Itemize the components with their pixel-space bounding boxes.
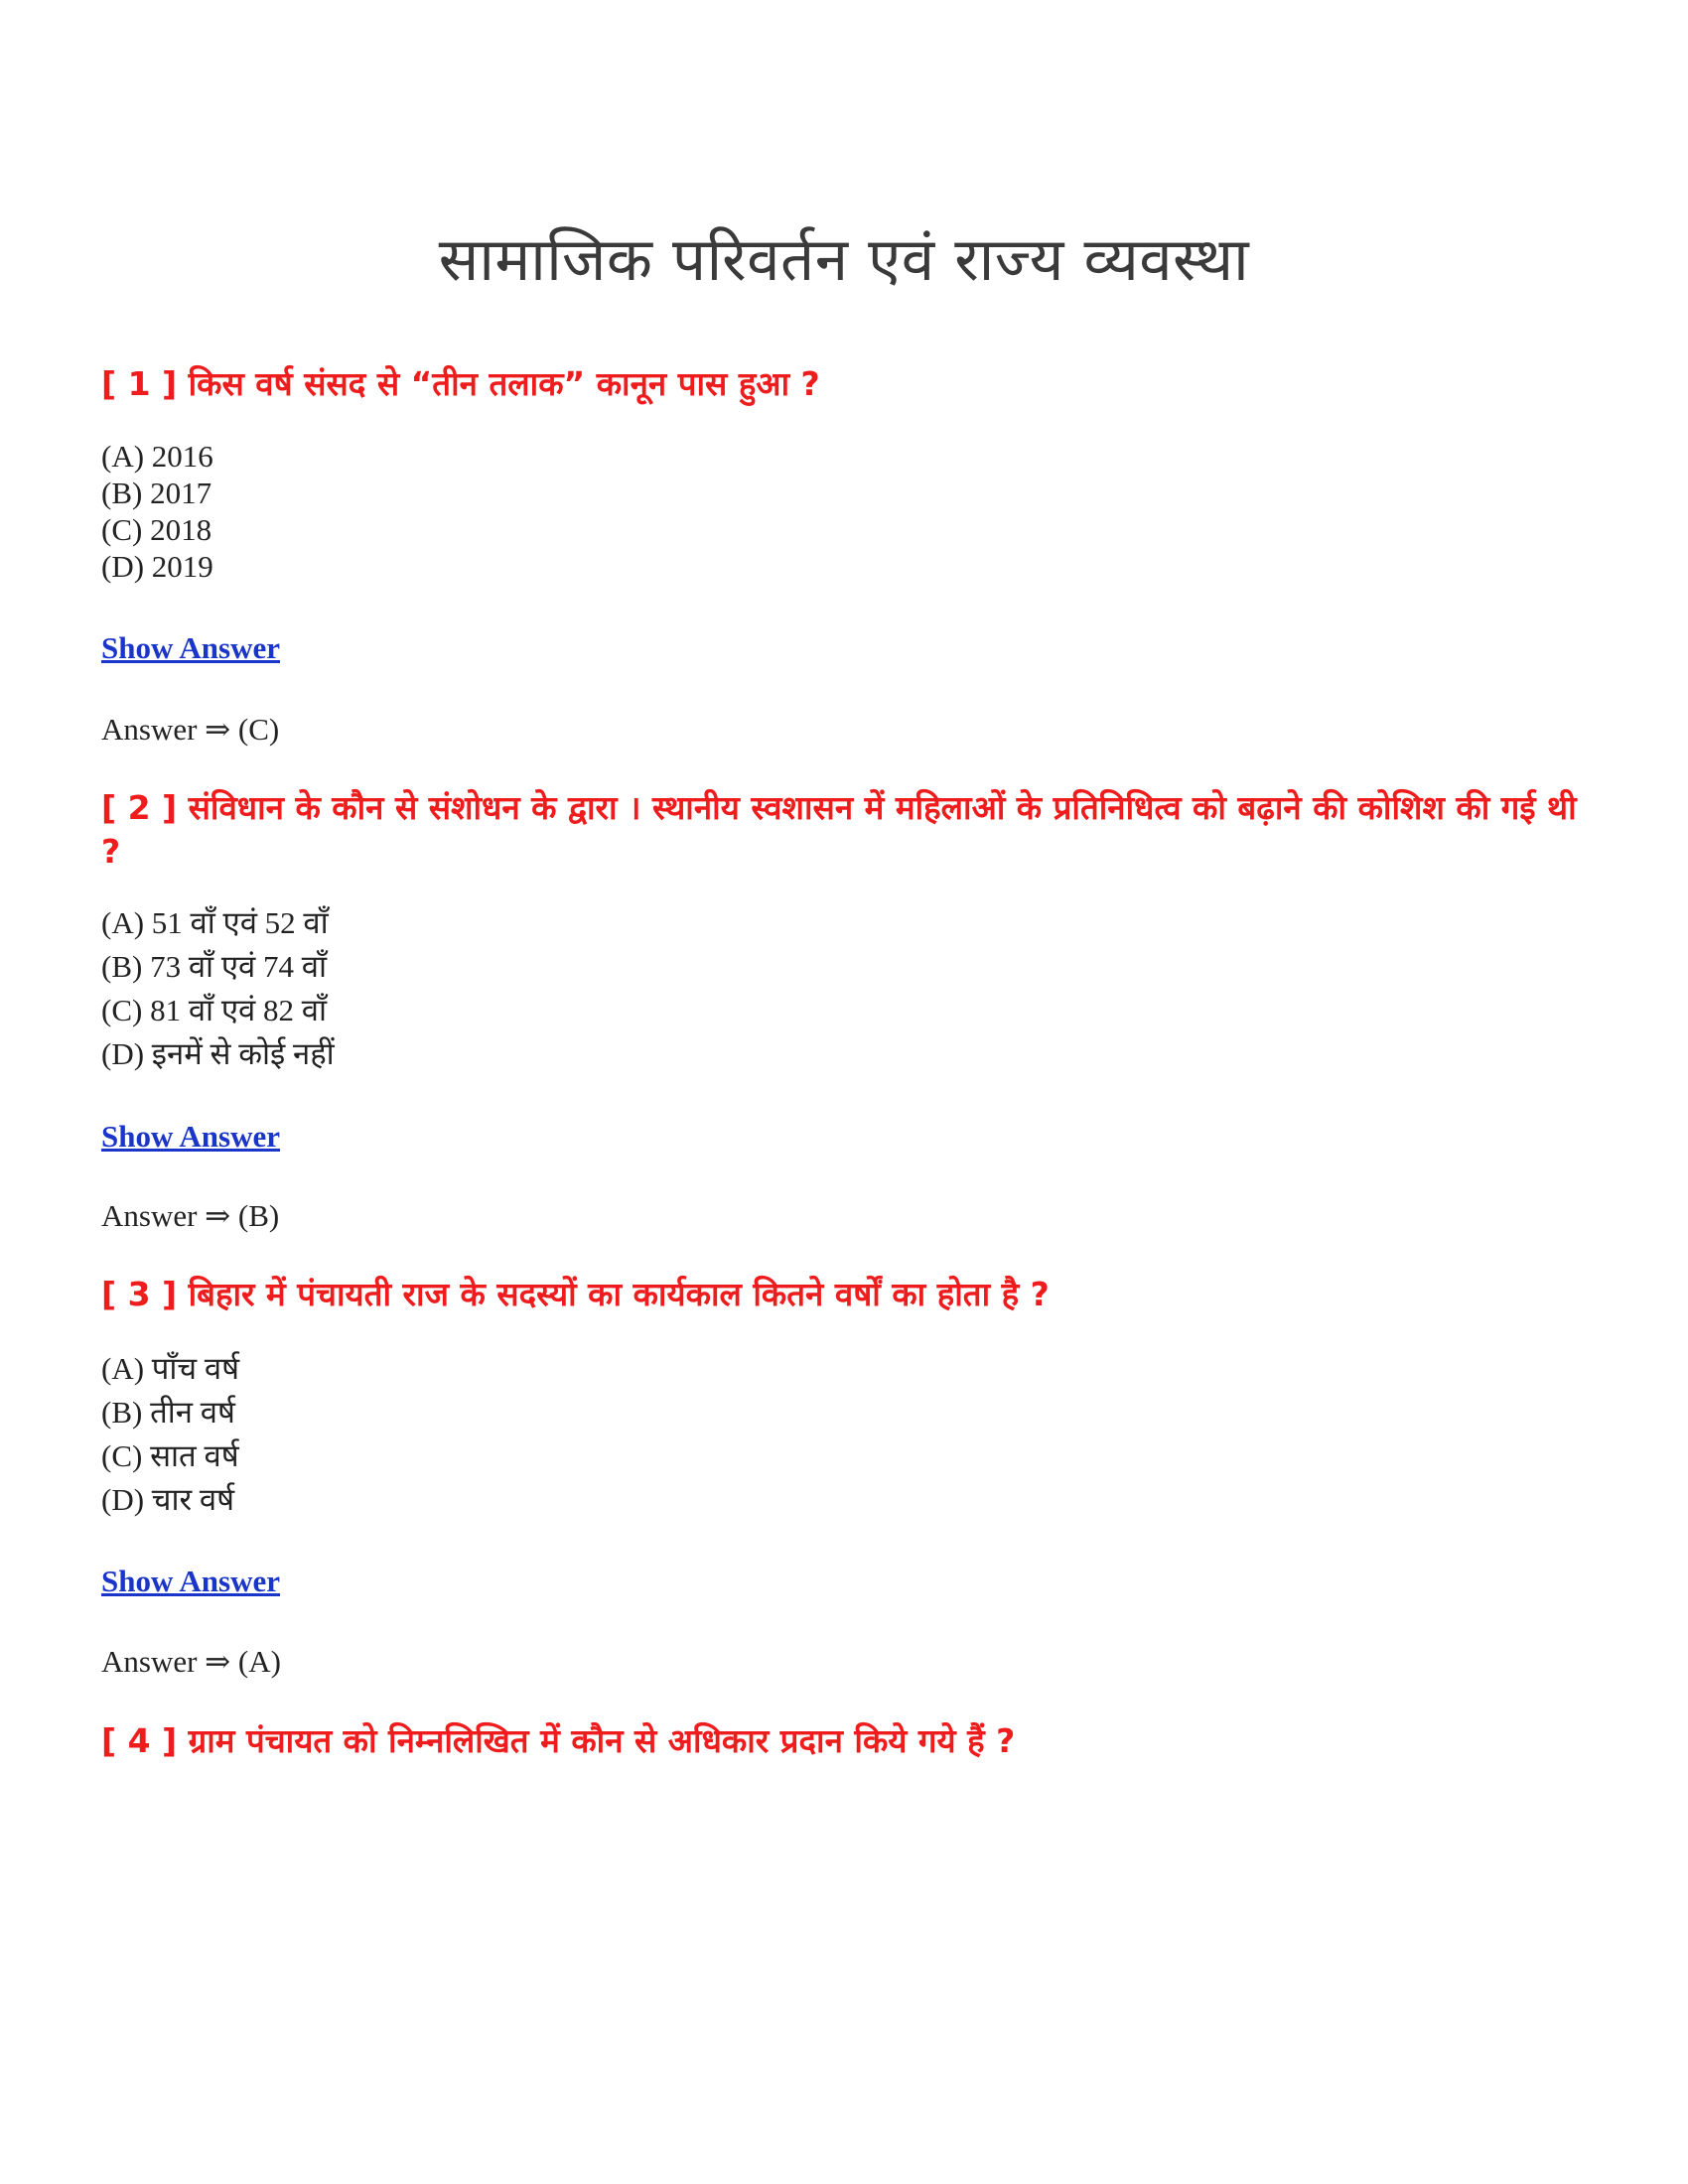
option-a: (A) 2016 (101, 439, 213, 474)
option-d: (D) इनमें से कोई नहीं (101, 1036, 335, 1071)
option-a: (A) 51 वाँ एवं 52 वाँ (101, 905, 329, 940)
question-1-options (101, 438, 995, 585)
option-b: (B) 2017 (101, 476, 212, 510)
option-d: (D) 2019 (101, 549, 213, 584)
option-c: (C) 2018 (101, 512, 212, 547)
question-2-text: [ 2 ] संविधान के कौन से संशोधन के द्वारा । स्थानीय स्वशासन में महिलाओं के प्रतिनिधित्व को बढ़ाने की कोशिश की गई थी ? (101, 788, 1577, 871)
question-1-text: [ 1 ] किस वर्ष संसद से “तीन तलाक” कानून पास हुआ ? (101, 364, 820, 403)
show-answer-link-2[interactable]: Show Answer (101, 1119, 281, 1154)
option-b: (B) तीन वर्ष (101, 1395, 235, 1430)
option-a: (A) पाँच वर्ष (101, 1351, 240, 1386)
answer-1: Answer ⇒ (C) (101, 712, 280, 747)
show-answer-link-3[interactable]: Show Answer (101, 1564, 281, 1598)
option-c: (C) 81 वाँ एवं 82 वाँ (101, 993, 327, 1027)
question-2-options (101, 901, 995, 1076)
option-d: (D) चार वर्ष (101, 1482, 235, 1517)
option-c: (C) सात वर्ष (101, 1438, 239, 1473)
question-3-options (101, 1347, 995, 1522)
option-b: (B) 73 वाँ एवं 74 वाँ (101, 949, 327, 984)
question-4-text: [ 4 ] ग्राम पंचायत को निम्नलिखित में कौन से अधिकार प्रदान किये गये हैं ? (101, 1721, 1016, 1760)
answer-2: Answer ⇒ (B) (101, 1198, 280, 1233)
show-answer-link-1[interactable]: Show Answer (101, 630, 281, 665)
question-3-text: [ 3 ] बिहार में पंचायती राज के सदस्यों का कार्यकाल कितने वर्षों का होता है ? (101, 1275, 1050, 1313)
answer-3: Answer ⇒ (A) (101, 1644, 281, 1679)
page-title: सामाजिक परिवर्तन एवं राज्य व्यवस्था (438, 225, 1250, 295)
